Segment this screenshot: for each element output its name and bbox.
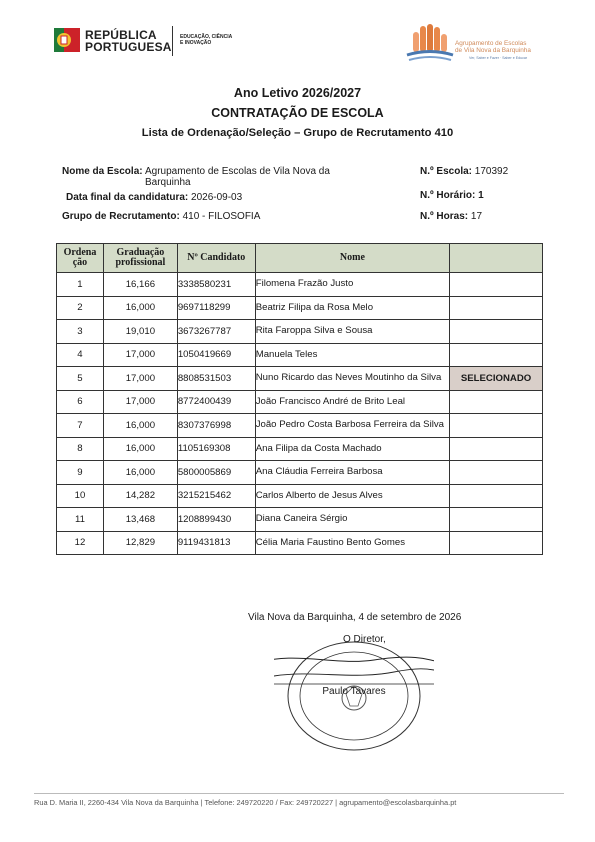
cell-name: João Pedro Costa Barbosa Ferreira da Silva <box>255 414 449 438</box>
school-logo-line-2: de Vila Nova da Barquinha <box>455 47 531 54</box>
ministry-line-2: E INOVAÇÃO <box>180 40 212 46</box>
cell-candidate: 3338580231 <box>177 273 255 297</box>
table-row <box>57 437 543 461</box>
cell-name: Nuno Ricardo das Neves Moutinho da Silva <box>255 367 449 391</box>
table-row <box>57 461 543 485</box>
cell-status <box>450 273 543 297</box>
cell-order: 1 <box>57 273 104 297</box>
cell-order: 5 <box>57 367 104 391</box>
table-row <box>57 296 543 320</box>
ranking-table <box>56 243 543 555</box>
cell-grade: 16,000 <box>103 437 177 461</box>
cell-grade: 16,000 <box>103 414 177 438</box>
cell-candidate: 9119431813 <box>177 531 255 555</box>
republica-portuguesa-logo <box>52 24 192 58</box>
school-year-title: Ano Letivo 2026/2027 <box>233 86 362 100</box>
cell-grade: 16,166 <box>103 273 177 297</box>
hours-row <box>420 211 482 222</box>
hands-logo-icon <box>405 22 455 64</box>
table-row <box>57 484 543 508</box>
cell-name: Carlos Alberto de Jesus Alves <box>255 484 449 508</box>
cell-status <box>450 414 543 438</box>
document-subtitle: Lista de Ordenação/Seleção – Grupo de Recrutamento 410 <box>141 127 454 139</box>
cell-name: Ana Cláudia Ferreira Barbosa <box>255 461 449 485</box>
col-header-candidate: Nº Candidato <box>177 244 255 273</box>
cell-order: 7 <box>57 414 104 438</box>
table-header-row <box>57 244 543 273</box>
cell-name: Beatriz Filipa da Rosa Melo <box>255 296 449 320</box>
group-value: 410 - FILOSOFIA <box>182 211 261 222</box>
school-number-row <box>420 166 508 177</box>
table-row <box>57 343 543 367</box>
school-name-row <box>62 166 143 177</box>
cell-status <box>450 320 543 344</box>
cell-name: Ana Filipa da Costa Machado <box>255 437 449 461</box>
group-row <box>62 211 260 222</box>
cell-order: 6 <box>57 390 104 414</box>
cell-candidate: 8808531503 <box>177 367 255 391</box>
school-logo <box>403 20 563 68</box>
school-name-label: Nome da Escola: <box>62 166 143 177</box>
ministry-line-1: EDUCAÇÃO, CIÊNCIA <box>180 34 233 40</box>
cell-order: 11 <box>57 508 104 532</box>
school-number-value: 170392 <box>474 166 509 177</box>
footer-divider <box>34 793 564 794</box>
director-title: O Diretor, <box>343 634 386 645</box>
cell-grade: 17,000 <box>103 390 177 414</box>
cell-candidate: 3215215462 <box>177 484 255 508</box>
schedule-number-value: 1 <box>478 190 484 201</box>
cell-name: Manuela Teles <box>255 343 449 367</box>
cell-candidate: 3673267787 <box>177 320 255 344</box>
col-header-status <box>450 244 543 273</box>
school-logo-tagline: Ver, Saber e Fazer · Saber e Educar <box>469 56 528 60</box>
cell-order: 4 <box>57 343 104 367</box>
cell-status <box>450 484 543 508</box>
col-header-name: Nome <box>255 244 449 273</box>
table-row <box>57 367 543 391</box>
cell-candidate: 5800005869 <box>177 461 255 485</box>
document-title: CONTRATAÇÃO DE ESCOLA <box>211 106 384 120</box>
cell-grade: 12,829 <box>103 531 177 555</box>
cell-order: 12 <box>57 531 104 555</box>
header-separator <box>172 26 173 56</box>
table-row <box>57 320 543 344</box>
cell-candidate: 1208899430 <box>177 508 255 532</box>
selected-badge: SELECIONADO <box>450 367 543 391</box>
table-row <box>57 390 543 414</box>
cell-order: 9 <box>57 461 104 485</box>
cell-grade: 13,468 <box>103 508 177 532</box>
footer-address: Rua D. Maria II, 2260-434 Vila Nova da Barquinha | Telefone: 249720220 / Fax: 249720227 | agrupamento@escolasbarquinha.pt <box>34 798 457 807</box>
table-row <box>57 273 543 297</box>
cell-status <box>450 508 543 532</box>
hours-label: N.º Horas: <box>420 211 469 222</box>
cell-candidate: 1050419669 <box>177 343 255 367</box>
cell-candidate: 8307376998 <box>177 414 255 438</box>
cell-order: 2 <box>57 296 104 320</box>
cell-grade: 14,282 <box>103 484 177 508</box>
deadline-value: 2026-09-03 <box>191 192 243 203</box>
school-number-label: N.º Escola: <box>420 166 473 177</box>
cell-status <box>450 390 543 414</box>
table-row <box>57 508 543 532</box>
logo-line-republica: REPÚBLICA <box>85 28 157 42</box>
deadline-label: Data final da candidatura: <box>66 192 189 203</box>
school-logo-line-1: Agrupamento de Escolas <box>455 40 527 47</box>
cell-grade: 16,000 <box>103 461 177 485</box>
cell-status <box>450 296 543 320</box>
group-label: Grupo de Recrutamento: <box>62 211 180 222</box>
cell-status <box>450 437 543 461</box>
cell-grade: 17,000 <box>103 343 177 367</box>
col-header-order: Ordena ção <box>57 244 104 273</box>
cell-order: 8 <box>57 437 104 461</box>
cell-order: 10 <box>57 484 104 508</box>
cell-name: João Francisco André de Brito Leal <box>255 390 449 414</box>
cell-order: 3 <box>57 320 104 344</box>
cell-grade: 19,010 <box>103 320 177 344</box>
cell-grade: 16,000 <box>103 296 177 320</box>
table-row <box>57 531 543 555</box>
cell-status <box>450 343 543 367</box>
col-header-grade: Graduação profissional <box>103 244 177 273</box>
director-name: Paulo Tavares <box>322 686 386 697</box>
schedule-number-row <box>420 190 484 201</box>
logo-line-portuguesa: PORTUGUESA <box>85 40 172 54</box>
deadline-row <box>66 192 242 203</box>
cell-candidate: 8772400439 <box>177 390 255 414</box>
cell-candidate: 9697118299 <box>177 296 255 320</box>
cell-grade: 17,000 <box>103 367 177 391</box>
cell-candidate: 1105169308 <box>177 437 255 461</box>
schedule-number-label: N.º Horário: <box>420 190 476 201</box>
hours-value: 17 <box>470 211 483 222</box>
cell-status <box>450 461 543 485</box>
cell-name: Filomena Frazão Justo <box>255 273 449 297</box>
coat-of-arms-icon <box>54 28 80 52</box>
cell-name: Diana Caneira Sérgio <box>255 508 449 532</box>
ministry-label <box>180 34 250 46</box>
cell-status <box>450 531 543 555</box>
cell-name: Célia Maria Faustino Bento Gomes <box>255 531 449 555</box>
school-name-value: Agrupamento de Escolas de Vila Nova da Barquinha <box>145 166 330 188</box>
cell-name: Rita Faroppa Silva e Sousa <box>255 320 449 344</box>
official-stamp <box>274 636 434 756</box>
place-and-date: Vila Nova da Barquinha, 4 de setembro de 2026 <box>248 612 462 623</box>
table-row <box>57 414 543 438</box>
